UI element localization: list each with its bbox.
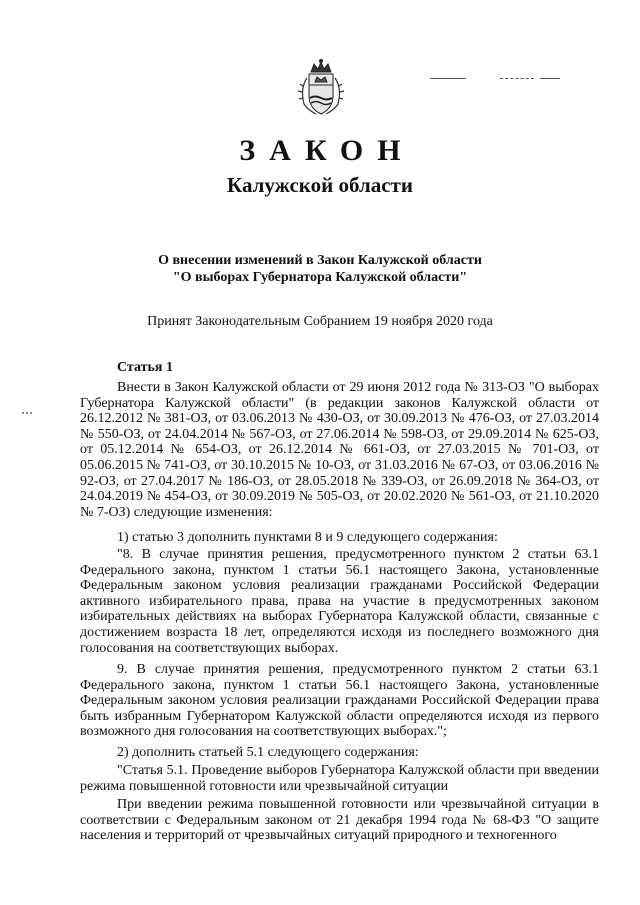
header-rule	[430, 78, 466, 79]
document-region: Калужской области	[227, 173, 413, 197]
law-heading	[0, 252, 640, 286]
article-paragraph: 2) дополнить статьей 5.1 следующего содержания:	[117, 745, 419, 760]
article-paragraph: "Статья 5.1. Проведение выборов Губернатора Калужской области при введении режима повышенной готовности или чрезвычайной ситуации	[80, 763, 599, 794]
law-heading-line: "О выборах Губернатора Калужской области"	[172, 270, 468, 285]
article-paragraph: 1) статью 3 дополнить пунктами 8 и 9 следующего содержания:	[117, 530, 498, 545]
scan-speck	[26, 412, 28, 414]
scan-speck	[22, 412, 24, 414]
document-title: ЗАКОН	[239, 134, 415, 167]
article-title: Статья 1	[117, 360, 173, 375]
article-paragraph: "8. В случае принятия решения, предусмотренного пунктом 2 статьи 63.1 Федерального закона, пунктом 1 статьи 56.1 настоящего Закона, установленные Федеральным законом условия реализации гражданами Российской Федерации активного избирательного права, права на участие в предусмотренных законом избирательных действиях на выборах Губернатора Калужской области, связанные с достижением возраста 18 лет, определяются исходя из последнего возможного дня голосования на соответствующих выборах.	[80, 547, 599, 656]
header-rule	[540, 78, 560, 79]
article-paragraph: При введении режима повышенной готовности или чрезвычайной ситуации в соответствии с Федеральным законом от 21 декабря 1994 года № 68-ФЗ "О защите населения и территорий от чрезвычайных ситуаций природного и техногенного	[80, 797, 599, 844]
coat-of-arms-icon	[296, 58, 346, 118]
article-paragraph: 9. В случае принятия решения, предусмотренного пунктом 2 статьи 63.1 Федерального закона, пунктом 1 статьи 56.1 настоящего Закона, установленные Федеральным законом условия реализации гражданами Российской Федерации права быть избранным Губернатором Калужской области определяются исходя из первого возможного дня голосования на соответствующих выборах.";	[80, 662, 599, 740]
law-heading-line: О внесении изменений в Закон Калужской области	[158, 253, 482, 268]
article-paragraph: Внести в Закон Калужской области от 29 июня 2012 года № 313-ОЗ "О выборах Губернатора Калужской области" (в редакции законов Калужской области от 26.12.2012 № 381-ОЗ, от 03.06.2013 № 430-ОЗ, от 30.09.2013 № 476-ОЗ, от 27.03.2014 № 550-ОЗ, от 24.04.2014 № 567-ОЗ, от 27.06.2014 № 598-ОЗ, от 29.09.2014 № 625-ОЗ, от 05.12.2014 № 654-ОЗ, от 26.12.2014 № 661-ОЗ, от 27.03.2015 № 701-ОЗ, от 05.06.2015 № 741-ОЗ, от 30.10.2015 № 10-ОЗ, от 31.03.2016 № 67-ОЗ, от 03.06.2016 № 92-ОЗ, от 27.04.2017 № 186-ОЗ, от 28.05.2018 № 339-ОЗ, от 26.09.2018 № 364-ОЗ, от 24.04.2019 № 454-ОЗ, от 30.09.2019 № 505-ОЗ, от 20.02.2020 № 561-ОЗ, от 21.10.2020 № 7-ОЗ) следующие изменения:	[80, 380, 599, 520]
header-rule	[500, 78, 534, 79]
scan-speck	[30, 412, 32, 414]
adoption-note: Принят Законодательным Собранием 19 ноября 2020 года	[147, 314, 493, 329]
